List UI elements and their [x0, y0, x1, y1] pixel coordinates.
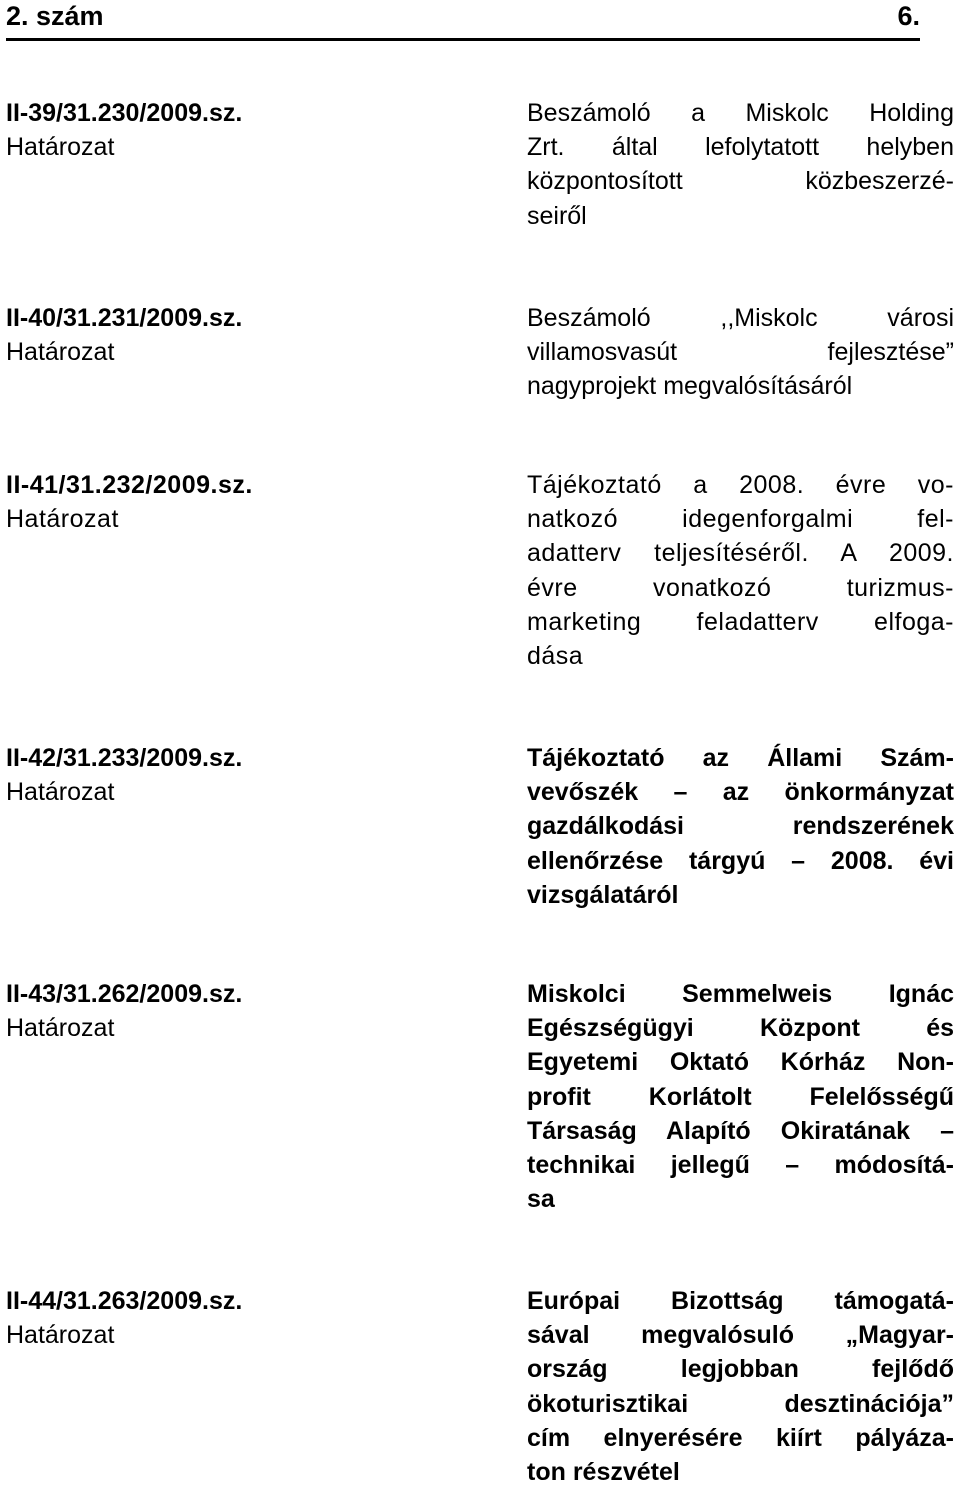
resolution-reference	[6, 468, 406, 536]
resolution-kind: Határozat	[6, 1321, 115, 1349]
subject-line: cím elnyerésére kiírt pályáza-	[527, 1423, 954, 1452]
subject-line: natkozó idegenforgalmi fel-	[527, 505, 954, 534]
resolution-kind: Határozat	[6, 133, 115, 161]
subject-line: Egyetemi Oktató Kórház Non-	[527, 1048, 954, 1077]
subject-line: vevőszék – az önkormányzat	[527, 778, 954, 807]
subject-line: évre vonatkozó turizmus-	[527, 573, 954, 602]
resolution-number: II-39/31.230/2009.sz.	[6, 99, 243, 127]
page-header	[6, 0, 920, 41]
subject-line: seiről	[527, 201, 587, 230]
subject-line: marketing feladatterv elfoga-	[527, 607, 954, 636]
resolution-subject	[527, 468, 954, 673]
resolution-reference	[6, 741, 406, 809]
resolution-number: II-40/31.231/2009.sz.	[6, 304, 243, 332]
resolution-kind: Határozat	[6, 778, 115, 806]
resolution-subject	[527, 741, 954, 912]
subject-line: villamosvasút fejlesztése”	[527, 338, 954, 367]
resolution-number: II-44/31.263/2009.sz.	[6, 1287, 243, 1315]
subject-line: gazdálkodási rendszerének	[527, 812, 954, 841]
subject-line: technikai jellegű – módosítá-	[527, 1151, 954, 1180]
subject-line: nagyprojekt megvalósításáról	[527, 372, 853, 401]
subject-line: Európai Bizottság támogatá-	[527, 1287, 954, 1315]
resolution-number: II-41/31.232/2009.sz.	[6, 471, 253, 499]
subject-line: Tájékoztató a 2008. évre vo-	[527, 471, 954, 499]
subject-line: ellenőrzése tárgyú – 2008. évi	[527, 846, 954, 875]
subject-line: Tájékoztató az Állami Szám-	[527, 744, 954, 772]
resolution-subject	[527, 1284, 954, 1489]
resolution-reference	[6, 96, 406, 164]
subject-line: Miskolci Semmelweis Ignác	[527, 980, 954, 1008]
resolution-subject	[527, 301, 954, 404]
subject-line: ton részvétel	[527, 1458, 680, 1487]
resolution-reference	[6, 1284, 406, 1352]
subject-line: profit Korlátolt Felelősségű	[527, 1082, 954, 1111]
resolution-reference	[6, 977, 406, 1045]
resolution-subject	[527, 96, 954, 233]
subject-line: sával megvalósuló „Magyar-	[527, 1321, 954, 1350]
page-number: 6.	[897, 1, 920, 31]
resolution-number: II-43/31.262/2009.sz.	[6, 980, 243, 1008]
subject-line: adatterv teljesítéséről. A 2009.	[527, 539, 954, 568]
subject-line: ország legjobban fejlődő	[527, 1355, 954, 1384]
resolution-kind: Határozat	[6, 1014, 115, 1042]
resolution-number: II-42/31.233/2009.sz.	[6, 744, 243, 772]
subject-line: központosított közbeszerzé-	[527, 167, 954, 196]
subject-line: sa	[527, 1185, 555, 1214]
subject-line: dása	[527, 642, 584, 671]
resolution-reference	[6, 301, 406, 369]
resolution-kind: Határozat	[6, 338, 115, 366]
subject-line: Beszámoló ,,Miskolc városi	[527, 304, 954, 332]
resolution-subject	[527, 977, 954, 1216]
subject-line: Társaság Alapító Okiratának –	[527, 1116, 954, 1145]
resolution-kind: Határozat	[6, 505, 119, 533]
subject-line: Zrt. által lefolytatott helyben	[527, 133, 954, 162]
subject-line: Beszámoló a Miskolc Holding	[527, 99, 954, 127]
issue-number: 2. szám	[6, 1, 104, 31]
subject-line: ökoturisztikai desztinációja”	[527, 1389, 954, 1418]
subject-line: Egészségügyi Központ és	[527, 1014, 954, 1043]
subject-line: vizsgálatáról	[527, 880, 679, 909]
